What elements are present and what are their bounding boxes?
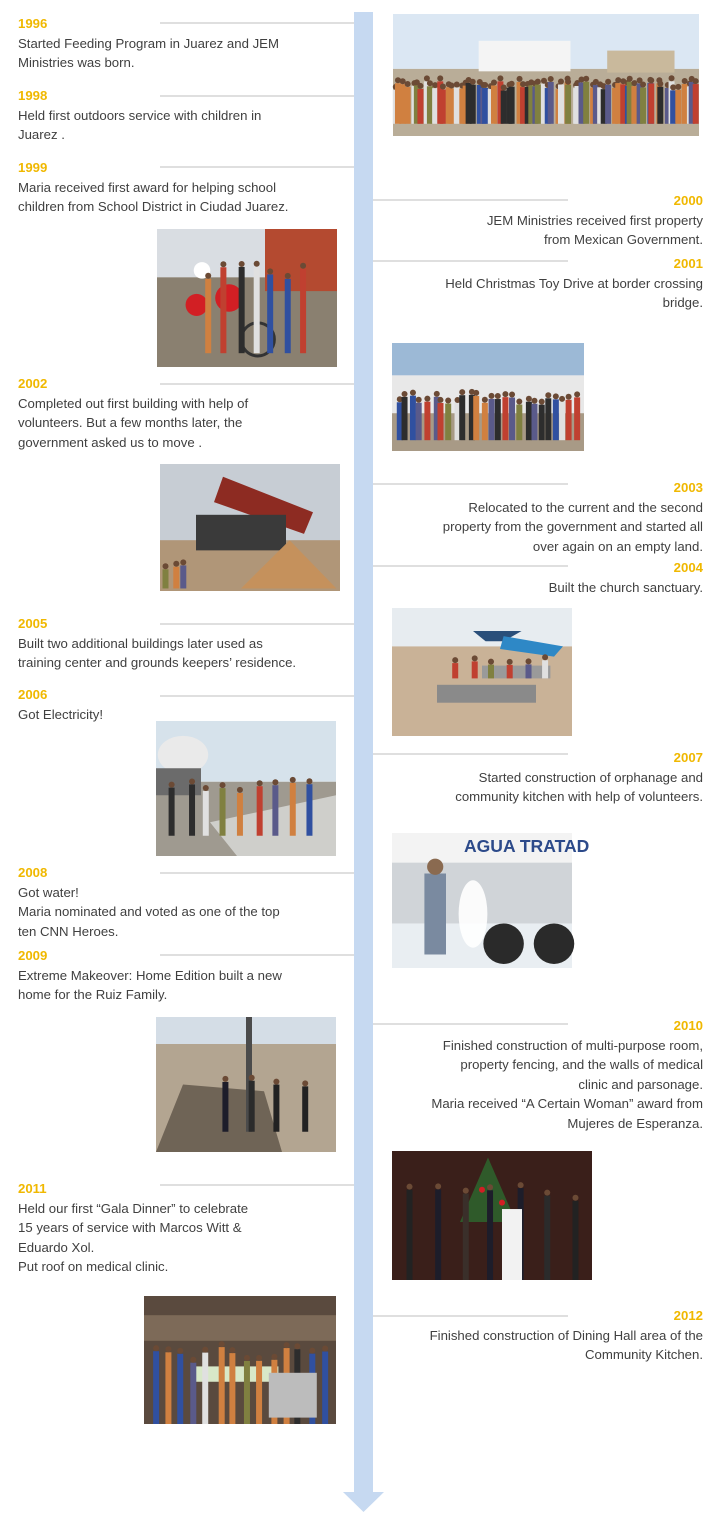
timeline-entry-2011 — [18, 1179, 248, 1277]
timeline-entry-1998 — [18, 86, 261, 145]
entry-description-line: Held our first “Gala Dinner” to celebrate — [18, 1200, 249, 1216]
entry-description-line: volunteers. But a few months later, the — [18, 415, 243, 431]
timeline-entry-2001 — [445, 254, 703, 313]
entry-description-line: Put roof on medical clinic. — [18, 1259, 169, 1275]
entry-year: 2005 — [18, 616, 48, 631]
entry-year: 2003 — [673, 480, 703, 495]
entry-description-line: clinic and parsonage. — [578, 1076, 703, 1092]
group-building-photo — [392, 343, 584, 451]
entry-description-line: 15 years of service with Marcos Witt & — [18, 1220, 242, 1236]
entry-description-line: property fencing, and the walls of medical — [460, 1057, 703, 1073]
entry-year: 1999 — [18, 160, 48, 175]
timeline-entry-1999 — [18, 158, 288, 217]
timeline-entry-2002 — [18, 374, 248, 452]
entry-description-line: Started construction of orphanage and — [478, 769, 703, 785]
timeline-entry-2012 — [430, 1306, 703, 1365]
entry-description-line: Built two additional buildings later used as — [18, 635, 263, 651]
entry-description-line: children from School District in Ciudad Juarez. — [18, 199, 289, 215]
timeline-entry-1996 — [18, 14, 279, 73]
entry-description-line: bridge. — [662, 295, 703, 311]
entry-year: 2008 — [18, 865, 48, 880]
digging-photo — [156, 1017, 336, 1152]
entry-description-line: community kitchen with help of volunteers. — [455, 789, 703, 805]
timeline-entry-2010 — [431, 1016, 703, 1134]
timeline-entry-2000 — [487, 191, 703, 250]
entry-description-line: Built the church sanctuary. — [548, 579, 703, 595]
entry-description-line: JEM Ministries received first property — [486, 212, 703, 228]
svg-text:AGUA TRATAD: AGUA TRATAD — [464, 835, 590, 856]
entry-description-line: over again on an empty land. — [532, 538, 703, 554]
gala-group-photo — [392, 1151, 592, 1280]
entry-description-line: Maria nominated and voted as one of the top — [18, 904, 280, 920]
entry-description-line: Maria received first award for helping school — [18, 179, 277, 195]
dump-truck-photo — [160, 464, 340, 591]
entry-description-line: property from the government and started all — [442, 519, 703, 535]
timeline-entry-2007 — [455, 748, 703, 807]
entry-year: 2009 — [18, 948, 48, 963]
timeline-arrowhead — [343, 1492, 384, 1512]
entry-year: 2010 — [673, 1018, 703, 1033]
entry-description-line: Relocated to the current and the second — [468, 499, 703, 515]
entry-description-line: Eduardo Xol. — [18, 1239, 95, 1255]
timeline-entry-2009 — [18, 946, 282, 1005]
entry-year: 2000 — [673, 193, 703, 208]
entry-description-line: Started Feeding Program in Juarez and JEM — [18, 35, 279, 51]
timeline-entry-2006 — [18, 685, 103, 724]
timeline-entry-2005 — [18, 614, 296, 673]
crowd-photo — [393, 14, 699, 136]
entry-year: 2001 — [673, 256, 703, 271]
entry-description-line: government asked us to move . — [18, 434, 202, 450]
entry-description-line: Got Electricity! — [18, 706, 104, 722]
entry-description-line: Maria received “A Certain Woman” award from — [431, 1096, 703, 1112]
entry-description-line: home for the Ruiz Family. — [18, 987, 168, 1003]
timeline-entry-2008 — [18, 863, 280, 941]
entry-year: 2004 — [673, 560, 703, 575]
entry-description-line: Held first outdoors service with children in — [18, 107, 262, 123]
entry-year: 1996 — [18, 16, 48, 31]
entry-description-line: Finished construction of Dining Hall area of the — [429, 1327, 703, 1343]
entry-description-line: Extreme Makeover: Home Edition built a new — [18, 967, 282, 983]
entry-description-line: Juarez . — [18, 127, 65, 143]
entry-year: 2007 — [673, 750, 703, 765]
wheelchair-balloons-photo — [157, 229, 337, 367]
entry-description-line: Finished construction of multi-purpose room, — [442, 1037, 703, 1053]
entry-year: 2002 — [18, 376, 48, 391]
timeline-entry-2004 — [549, 558, 703, 597]
timeline-entry-2003 — [443, 478, 703, 556]
entry-description-line: Ministries was born. — [18, 55, 135, 71]
timeline-axis — [354, 12, 373, 1494]
water-truck-photo — [392, 833, 590, 968]
entry-description-line: Community Kitchen. — [585, 1347, 703, 1363]
cement-mixer-photo — [156, 721, 336, 856]
entry-year: 2006 — [18, 687, 48, 702]
entry-description-line: Mujeres de Esperanza. — [567, 1115, 703, 1131]
tents-desert-photo — [392, 608, 572, 736]
entry-description-line: from Mexican Government. — [543, 232, 703, 248]
entry-description-line: ten CNN Heroes. — [18, 923, 119, 939]
dining-hall-photo — [144, 1296, 336, 1424]
entry-year: 1998 — [18, 88, 48, 103]
entry-year: 2011 — [18, 1181, 47, 1196]
entry-description-line: Completed out first building with help of — [18, 395, 249, 411]
entry-description-line: Got water! — [18, 884, 79, 900]
entry-description-line: training center and grounds keepers’ residence. — [18, 655, 297, 671]
entry-description-line: Held Christmas Toy Drive at border crossing — [445, 275, 703, 291]
entry-year: 2012 — [673, 1308, 703, 1323]
